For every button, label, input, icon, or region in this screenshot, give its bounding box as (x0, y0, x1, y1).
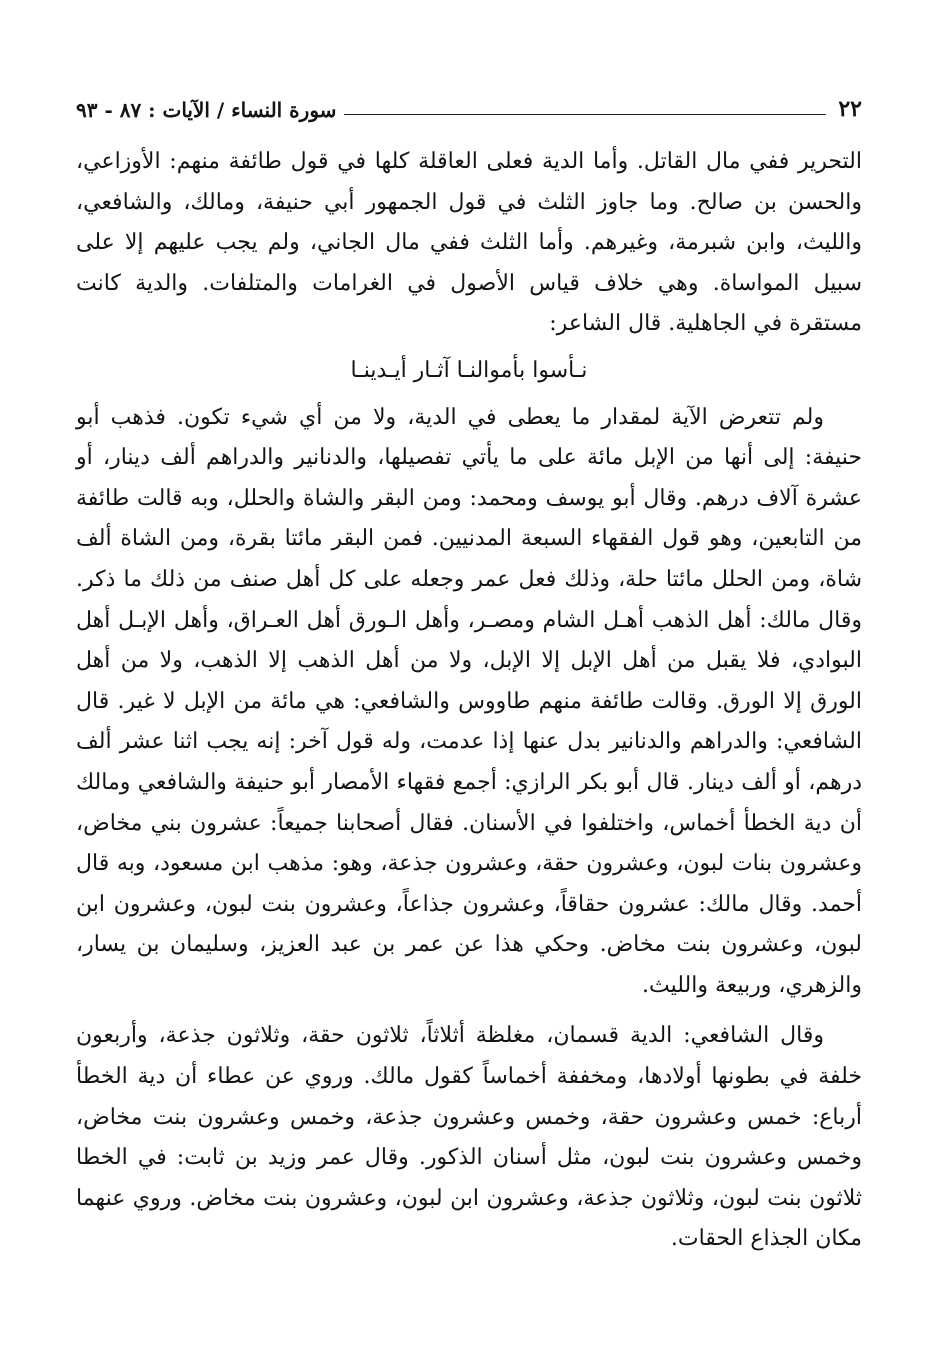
running-title: سورة النساء / الآيات : ٨٧ - ٩٣ (76, 98, 337, 122)
header-rule (344, 114, 826, 115)
paragraph-1: التحرير ففي مال القاتل. وأما الدية فعلى العاقلة كلها في قول طائفة منهم: الأوزاعي، والحسن بن صالح. وما جاوز الثلث في قول الجمهور أبي حنيفة، ومالك، والشافعي، والليث، وابن شبرمة، وغيرهم. وأما الثلث ففي مال الجاني، ولم يجب عليهم إلا على سبيل المواساة. وهي خلاف قياس الأصول في الغرامات والمتلفات. والدية كانت مستقرة في الجاهلية. قال الشاعر: (76, 149, 862, 337)
page-header (76, 86, 862, 122)
paragraph-2: ولم تتعرض الآية لمقدار ما يعطى في الدية، ولا من أي شيء تكون. فذهب أبو حنيفة: إلى أنها من الإبل مائة على ما يأتي تفصيلها، والدنانير والدراهم ألف دينار، أو عشرة آلاف درهم. وقال أبو يوسف ومحمد: ومن البقر والشاة والحلل، وبه قالت طائفة من التابعين، وهو قول الفقهاء السبعة المدنيين. فمن البقر مائتا بقرة، ومن الشاة ألف شاة، ومن الحلل مائتا حلة، وذلك فعل عمر وجعله على كل أهل صنف من ذلك ما ذكر. وقال مالك: أهل الذهب أهـل الشام ومصـر، وأهل الـورق أهل العـراق، وأهل الإبـل أهل البوادي، فلا يقبل من أهل الإبل إلا الإبل، ولا من أهل الذهب إلا الذهب، ولا من أهل الورق إلا الورق. وقالت طائفة منهم طاووس والشافعي: هي مائة من الإبل لا غير. قال الشافعي: والدراهم والدنانير بدل عنها إذا عدمت، وله قول آخر: إنه يجب اثنا عشر ألف درهم، أو ألف دينار. قال أبو بكر الرازي: أجمع فقهاء الأمصار أبو حنيفة والشافعي ومالك أن دية الخطأ أخماس، واختلفوا في الأسنان. فقال أصحابنا جميعاً: عشرون بني مخاض، وعشرون بنات لبون، وعشرون حقة، وعشرون جذعة، وهو: مذهب ابن مسعود، وبه قال أحمد. وقال مالك: عشرون حقاقاً، وعشرون جذاعاً، وعشرون بنت لبون، وعشرون ابن لبون، وعشرون بنت مخاض. وحكي هذا عن عمر بن عبد العزيز، وسليمان بن يسار، والزهري، وربيعة والليث. (76, 404, 862, 998)
page-body (76, 142, 862, 1260)
page-number: ٢٢ (838, 96, 862, 122)
poetry-verse: نـأسوا بأموالنـا آثـار أيـدينـا (350, 357, 588, 383)
paragraph-3: وقال الشافعي: الدية قسمان، مغلظة أثلاثاً، ثلاثون حقة، وثلاثون جذعة، وأربعون خلفة في بطونها أولادها، ومخففة أخماساً كقول مالك. وروي عن عطاء أن دية الخطأ أرباع: خمس وعشرون حقة، وخمس وعشرون جذعة، وخمس وعشرون بنت مخاض، وخمس وعشرون بنت لبون، مثل أسنان الذكور. وقال عمر وزيد بن ثابت: في الخطا ثلاثون بنت لبون، وثلاثون جذعة، وعشرون ابن لبون، وعشرون بنت مخاض. وروي عنهما مكان الجذاع الحقات. (76, 1023, 862, 1252)
